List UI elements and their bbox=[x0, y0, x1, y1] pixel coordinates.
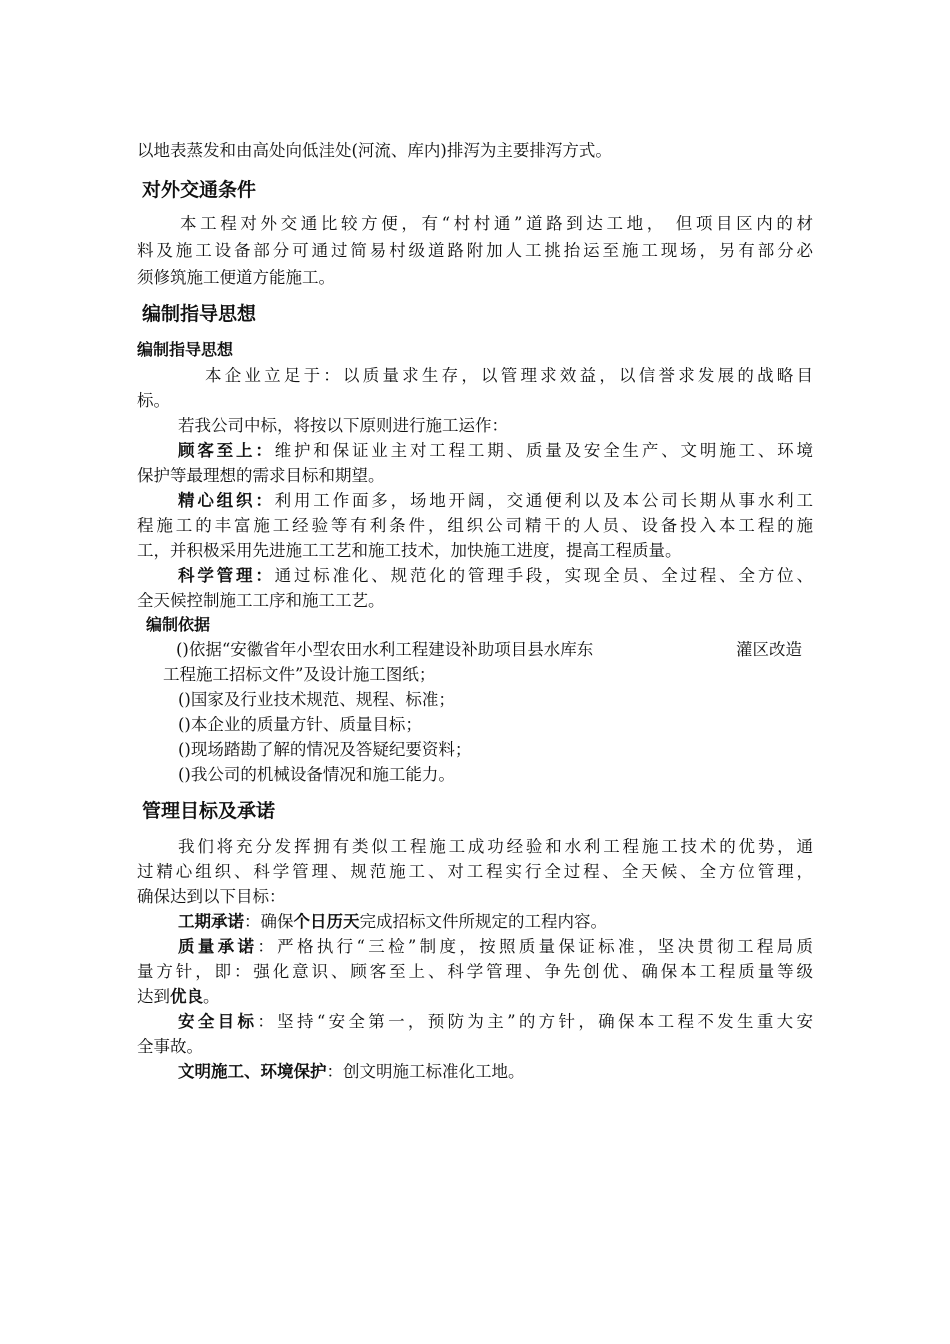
goals-intro-line-2: 过精心组织、科学管理、规范施工、对工程实行全过程、全天候、全方位管理， bbox=[137, 862, 813, 881]
organize-text-1: 利用工作面多，场地开阔，交通便利以及本公司长期从事水利工 bbox=[274, 491, 813, 510]
period-line bbox=[178, 910, 607, 934]
safety-line-2: 全事故。 bbox=[137, 1037, 203, 1056]
heading-goals: 管理目标及承诺 bbox=[142, 800, 276, 822]
guide-line-3: 若我公司中标，将按以下原则进行施工运作： bbox=[178, 416, 508, 435]
heading-traffic: 对外交通条件 bbox=[142, 179, 257, 201]
safety-text-1: ：坚持“安全第一，预防为主”的方针，确保本工程不发生重大安 bbox=[257, 1012, 813, 1031]
science-line-1 bbox=[178, 564, 813, 588]
traffic-line-1: 本工程对外交通比较方便，有“村村通”道路到达工地， 但项目区内的材 bbox=[180, 214, 813, 233]
basis-item-4: ()现场踏勘了解的情况及答疑纪要资料； bbox=[178, 740, 472, 759]
safety-label: 安全目标 bbox=[178, 1012, 258, 1031]
guide-line-1: 本企业立足于：以质量求生存，以管理求效益，以信誉求发展的战略目 bbox=[205, 366, 813, 385]
basis-item-3: ()本企业的质量方针、质量目标； bbox=[178, 715, 422, 734]
subheading-basis: 编制依据 bbox=[146, 615, 211, 634]
heading-guide: 编制指导思想 bbox=[142, 303, 257, 325]
quality-line3-pre: 达到 bbox=[137, 987, 170, 1006]
period-rest: 完成招标文件所规定的工程内容。 bbox=[359, 912, 607, 931]
basis-item-1c: 工程施工招标文件”及设计施工图纸； bbox=[163, 665, 436, 684]
science-line-2: 全天候控制施工工序和施工工艺。 bbox=[137, 591, 385, 610]
civil-line bbox=[178, 1060, 525, 1084]
basis-item-1a: ()依据“安徽省年小型农田水利工程建设补助项目县水库东 bbox=[176, 640, 594, 659]
traffic-line-3: 须修筑施工便道方能施工。 bbox=[137, 268, 335, 287]
quality-line3-post: 。 bbox=[203, 987, 220, 1006]
traffic-line-2: 料及施工设备部分可通过简易村级道路附加人工挑抬运至施工现场，另有部分必 bbox=[137, 241, 813, 260]
period-label: 工期承诺 bbox=[178, 912, 244, 931]
quality-label: 质量承诺 bbox=[178, 937, 258, 956]
organize-line-3: 工，并积极采用先进施工工艺和施工技术，加快施工进度，提高工程质量。 bbox=[137, 541, 682, 560]
goals-intro-line-1: 我们将充分发挥拥有类似工程施工成功经验和水利工程施工技术的优势，通 bbox=[178, 837, 813, 856]
quality-line-1 bbox=[178, 935, 813, 959]
basis-item-5: ()我公司的机械设备情况和施工能力。 bbox=[178, 765, 455, 784]
guide-line-2: 标。 bbox=[137, 391, 170, 410]
safety-line-1 bbox=[178, 1010, 813, 1034]
civil-label: 文明施工、环境保护 bbox=[178, 1062, 327, 1081]
quality-line-2: 量方针，即：强化意识、顾客至上、科学管理、争先创优、确保本工程质量等级 bbox=[137, 962, 813, 981]
quality-grade: 优良 bbox=[170, 987, 203, 1006]
basis-item-2: ()国家及行业技术规范、规程、标准； bbox=[178, 690, 455, 709]
civil-text: ：创文明施工标准化工地。 bbox=[326, 1062, 525, 1081]
drainage-paragraph: 以地表蒸发和由高处向低洼处(河流、库内)排泻为主要排泻方式。 bbox=[137, 141, 612, 160]
customer-line-1 bbox=[178, 439, 813, 463]
customer-text-1: 维护和保证业主对工程工期、质量及安全生产、文明施工、环境 bbox=[274, 441, 813, 460]
period-colon: ：确保 bbox=[244, 912, 294, 931]
quality-line-3 bbox=[137, 985, 220, 1009]
subheading-guide: 编制指导思想 bbox=[137, 340, 234, 359]
quality-text-1: ：严格执行“三检”制度，按照质量保证标准，坚决贯彻工程局质 bbox=[257, 937, 813, 956]
science-text-1: 通过标准化、规范化的管理手段，实现全员、全过程、全方位、 bbox=[274, 566, 813, 585]
organize-line-2: 程施工的丰富施工经验等有利条件，组织公司精干的人员、设备投入本工程的施 bbox=[137, 516, 813, 535]
goals-intro-line-3: 确保达到以下目标： bbox=[137, 887, 286, 906]
organize-line-1 bbox=[178, 489, 813, 513]
customer-label: 顾客至上： bbox=[178, 441, 275, 460]
basis-item-1b: 灌区改造 bbox=[736, 640, 802, 659]
period-days: 个日历天 bbox=[293, 912, 360, 931]
customer-line-2: 保护等最理想的需求目标和期望。 bbox=[137, 466, 385, 485]
organize-label: 精心组织： bbox=[178, 491, 275, 510]
science-label: 科学管理： bbox=[178, 566, 275, 585]
